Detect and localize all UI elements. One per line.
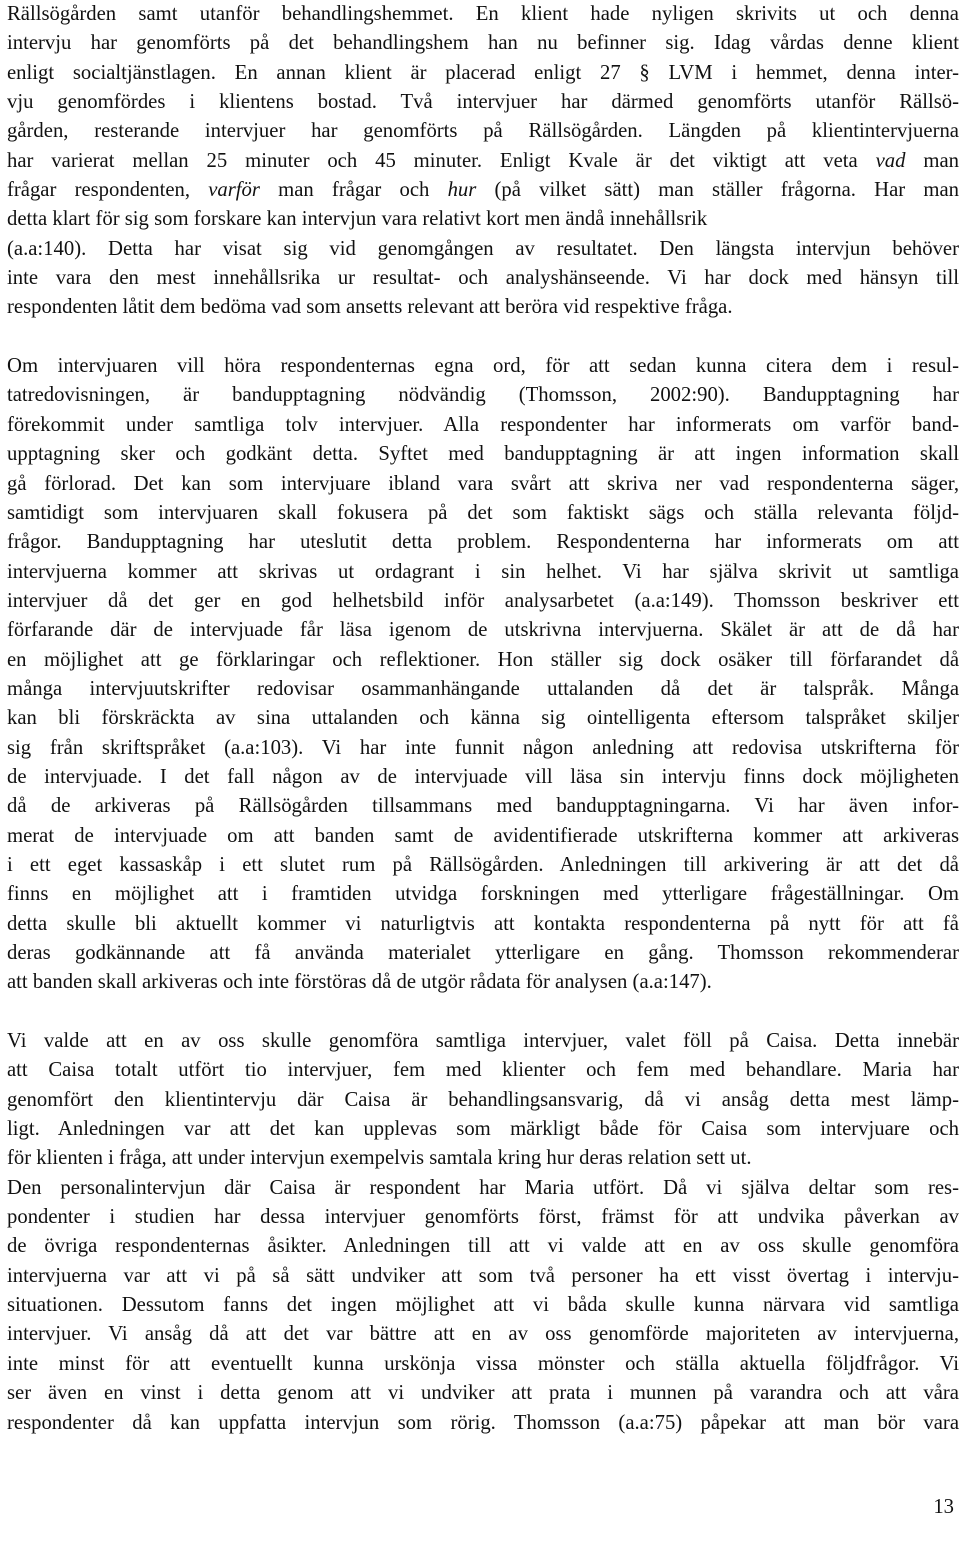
text-line: har varierat mellan 25 minuter och 45 minuter. Enligt Kvale är det viktigt att veta vad man [7, 149, 959, 172]
text-line: situationen. Dessutom fanns det ingen möjlighet att vi båda skulle kunna närvara vid samtliga [7, 1294, 959, 1317]
text-line: sig från skriftspråket (a.a:103). Vi har inte funnit någon anledning att redovisa utskrifterna för [7, 736, 959, 759]
text-line: för klienten i fråga, att under intervjun exempelvis samtala kring hur deras relation sett ut. [7, 1147, 752, 1170]
body-text [7, 0, 959, 1438]
text-line: Om intervjuaren vill höra respondenternas egna ord, för att sedan kunna citera dem i resul- [7, 355, 959, 378]
text-line: detta klart för sig som forskare kan intervjun vara relativt kort men ändå innehållsrik [7, 208, 708, 231]
text-line: intervju har genomförts på det behandlingshem han nu befinner sig. Idag vårdas denne klient [7, 32, 959, 55]
text-line: gå förlorad. Det kan som intervjuare ibland vara svårt att skriva ner vad respondenterna säger, [7, 472, 959, 495]
text-line: en möjlighet att ge förklaringar och reflektioner. Hon ställer sig dock osäker till förfarandet då [7, 648, 959, 671]
text-line: vju genomfördes i klientens bostad. Två intervjuer har därmed genomförts utanför Rällsö- [7, 91, 959, 114]
text-line: de övriga respondenternas åsikter. Anledningen till att vi valde att en av oss skulle genomföra [7, 1235, 959, 1258]
text-line: ligt. Anledningen var att det kan upplevas som märkligt både för Caisa som intervjuare och [7, 1118, 959, 1141]
text-line: tatredovisningen, är bandupptagning nödvändig (Thomsson, 2002:90). Bandupptagning har [7, 384, 959, 407]
text-line: upptagning sker och godkänt detta. Syftet med bandupptagning är att ingen information skall [7, 443, 959, 466]
paragraph [7, 352, 959, 998]
text-line: inte minst för att eventuellt kunna urskönja vissa mönster och ställa aktuella följdfrågor. Vi [7, 1352, 959, 1375]
text-line: intervjuerna var att vi på så sätt undviker att som två personer ha ett visst övertag i intervju- [7, 1264, 959, 1287]
text-line: enligt socialtjänstlagen. En annan klient är placerad enligt 27 § LVM i hemmet, denna inter- [7, 61, 959, 84]
paragraph [7, 1027, 959, 1438]
text-line: i ett eget kassaskåp i ett slutet rum på Rällsögården. Anledningen till arkivering är att det då [7, 853, 959, 876]
text-line: (a.a:140). Detta har visat sig vid genomgången av resultatet. Den längsta intervjun behöver [7, 237, 959, 260]
text-line: många intervjuutskrifter redovisar osammanhängande uttalanden då det är talspråk. Många [7, 677, 959, 700]
text-line: Den personalintervjun där Caisa är respondent har Maria utfört. Då vi själva deltar som res- [7, 1176, 959, 1199]
text-line: att banden skall arkiveras och inte förstöras då de utgör rådata för analysen (a.a:147). [7, 971, 712, 994]
text-line: intervjuer. Vi ansåg då att det var bättre att en av oss genomförde majoriteten av intervjuerna, [7, 1323, 959, 1346]
text-line: förfarande där de intervjuade får läsa igenom de utskrivna intervjuerna. Skälet är att de då har [7, 619, 959, 642]
text-line: gården, resterande intervjuer har genomförts på Rällsögården. Längden på klientintervjuerna [7, 120, 959, 143]
text-line: samtidigt som intervjuaren skall fokusera på det som faktiskt sägs och ställa relevanta följd- [7, 501, 959, 524]
text-line: förekommit under samtliga tolv intervjuer. Alla respondenter har informerats om varför band- [7, 413, 959, 436]
text-line: frågar respondenten, varför man frågar och hur (på vilket sätt) man ställer frågorna. Har man [7, 179, 959, 202]
text-line: pondenter i studien har dessa intervjuer genomförts först, främst för att undvika påverkan av [7, 1206, 959, 1229]
text-line: deras godkännande att få använda materialet ytterligare en gång. Thomsson rekommenderar [7, 942, 959, 964]
text-line: intervjuerna kommer att skrivas ut ordagrant i sin helhet. Vi har själva skrivit ut samtliga [7, 560, 959, 583]
document-page [7, 0, 959, 1438]
text-line: att Caisa totalt utfört tio intervjuer, fem med klienter och fem med behandlare. Maria har [7, 1059, 959, 1082]
text-line: frågor. Bandupptagning har uteslutit detta problem. Respondenterna har informerats om att [7, 531, 959, 554]
text-line: respondenter då kan uppfatta intervjun som rörig. Thomsson (a.a:75) påpekar att man bör vara [7, 1411, 959, 1434]
text-line: ser även en vinst i detta genom att vi undviker att prata i munnen på varandra och att våra [7, 1382, 959, 1405]
text-line: Rällsögården samt utanför behandlingshemmet. En klient hade nyligen skrivits ut och denna [7, 3, 959, 25]
text-line: merat de intervjuade om att banden samt de avidentifierade utskrifterna kommer att arkiveras [7, 824, 959, 847]
paragraph-gap [7, 998, 959, 1027]
text-line: detta skulle bli aktuellt kommer vi naturligtvis att kontakta respondenterna på nytt för att få [7, 912, 959, 935]
paragraph [7, 0, 959, 323]
text-line: Vi valde att en av oss skulle genomföra samtliga intervjuer, valet föll på Caisa. Detta innebär [7, 1030, 959, 1053]
text-line: intervjuer då det ger en god helhetsbild inför analysarbetet (a.a:149). Thomsson beskriver ett [7, 589, 959, 612]
text-line: inte vara den mest innehållsrika ur resultat- och analyshänseende. Vi har dock med hänsyn till [7, 267, 959, 290]
text-line: respondenten låtit dem bedöma vad som ansetts relevant att beröra vid respektive fråga. [7, 296, 733, 319]
page-number: 13 [933, 1496, 954, 1518]
text-line: de intervjuade. I det fall någon av de intervjuade vill läsa sin intervju finns dock möjligheten [7, 765, 959, 788]
text-line: kan bli förskräckta av sina uttalanden och känna sig ointelligenta eftersom talspråket skiljer [7, 707, 959, 730]
text-line: genomfört den klientintervju där Caisa är behandlingsansvarig, då vi ansåg detta mest lämp- [7, 1088, 959, 1111]
text-line: finns en möjlighet att i framtiden utvidga forskningen med ytterligare frågeställningar. Om [7, 883, 959, 906]
paragraph-gap [7, 323, 959, 352]
text-line: då de arkiveras på Rällsögården tillsammans med bandupptagningarna. Vi har även infor- [7, 795, 959, 818]
